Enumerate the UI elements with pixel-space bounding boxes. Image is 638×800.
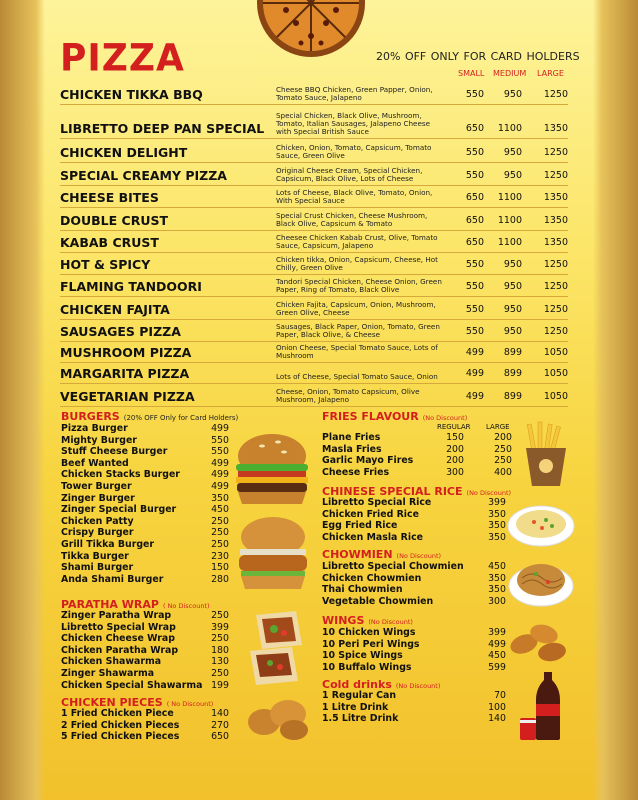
size-large-label: LARGE <box>537 69 564 78</box>
pizza-name: DOUBLE CRUST <box>60 213 169 228</box>
chowmien-name: Thai Chowmien <box>322 584 403 596</box>
pizza-price-large: 1350 <box>543 215 568 226</box>
fries-regular-label: REGULAR <box>437 423 471 431</box>
rice-price: 350 <box>488 531 506 543</box>
pizza-name: KABAB CRUST <box>60 235 159 250</box>
pizza-price-medium: 950 <box>503 89 522 100</box>
pizza-price-medium: 899 <box>503 391 522 402</box>
burger-name: Grill Tikka Burger <box>61 539 155 550</box>
paratha-name: Chicken Cheese Wrap <box>61 633 175 645</box>
drink-name: 1 Litre Drink <box>322 701 389 713</box>
pizza-row <box>60 385 568 407</box>
pizza-row <box>60 254 568 275</box>
rice-name: Chicken Fried Rice <box>322 508 419 520</box>
pizza-price-large: 1050 <box>543 391 568 402</box>
pizza-name: VEGETARIAN PIZZA <box>60 389 195 404</box>
chowmien-note: (No Discount) <box>396 552 442 560</box>
paratha-price: 250 <box>211 668 229 679</box>
chicken-piece-name: 2 Fried Chicken Pieces <box>61 719 180 731</box>
pizza-description: Original Cheese Cream, Special Chicken, Capsicum, Black Olive, Lots of Cheese <box>276 166 423 183</box>
pizza-price-medium: 1100 <box>497 215 522 226</box>
pizza-name: FLAMING TANDOORI <box>60 279 202 294</box>
pizza-price-large: 1250 <box>543 304 568 315</box>
menu-panel <box>56 0 586 800</box>
paratha-price: 250 <box>211 610 229 621</box>
fries-regular: 150 <box>446 432 464 443</box>
pizza-description: Chicken tikka, Onion, Capsicum, Cheese, Hot Chilly, Green Olive <box>276 255 438 272</box>
chowmien-name: Vegetable Chowmien <box>322 595 434 607</box>
burger-price: 450 <box>211 504 229 516</box>
chowmien-image <box>506 552 576 608</box>
pizza-name: CHICKEN DELIGHT <box>60 145 188 160</box>
paratha-name: Libretto Special Wrap <box>61 621 176 633</box>
pizza-name: CHICKEN FAJITA <box>60 302 170 317</box>
paratha-name: Chicken Shawarma <box>61 656 162 668</box>
pizza-row <box>60 232 568 253</box>
burger-price: 499 <box>211 423 229 434</box>
chicken-pieces-title: CHICKEN PIECES <box>61 696 163 709</box>
rice-name: Chicken Masla Rice <box>322 531 423 543</box>
chicken-piece-name: 1 Fried Chicken Piece <box>61 708 174 719</box>
burgers-note: (20% OFF Only for Card Holders) <box>123 414 239 422</box>
fries-regular: 200 <box>446 443 464 455</box>
fries-title: FRIES FLAVOUR <box>322 410 419 423</box>
pizza-description: Chicken Fajita, Capsicum, Onion, Mushroom, Green Olive, Cheese <box>276 300 436 317</box>
pizza-price-small: 650 <box>465 237 484 248</box>
pizza-price-small: 650 <box>465 123 484 134</box>
pizza-description: Sausages, Black Paper, Onion, Tomato, Green Paper, Black Olive, & Cheese <box>276 322 440 339</box>
chowmien-title: CHOWMIEN <box>322 548 393 561</box>
paratha-name: Chicken Paratha Wrap <box>61 644 179 656</box>
wings-price: 399 <box>488 627 506 638</box>
fries-image <box>520 420 572 490</box>
wings-price: 599 <box>488 661 506 673</box>
paratha-price: 250 <box>211 633 229 645</box>
pizza-price-small: 550 <box>465 304 484 315</box>
pizza-name: SAUSAGES PIZZA <box>60 324 181 339</box>
chicken-piece-price: 140 <box>211 708 229 719</box>
burgers-title: BURGERS <box>61 410 120 423</box>
fries-regular: 300 <box>446 466 464 478</box>
cola-image <box>516 670 576 742</box>
pizza-price-large: 1250 <box>543 259 568 270</box>
pizza-price-large: 1250 <box>543 147 568 158</box>
pizza-name: LIBRETTO DEEP PAN SPECIAL <box>60 121 265 136</box>
pizza-price-medium: 950 <box>503 326 522 337</box>
paratha-title: PARATHA WRAP <box>61 598 159 611</box>
wings-name: 10 Buffalo Wings <box>322 661 412 673</box>
pizza-price-large: 1250 <box>543 89 568 100</box>
burger-name: Mighty Burger <box>61 434 137 446</box>
chowmien-heading <box>322 548 441 561</box>
pizza-price-large: 1050 <box>543 368 568 379</box>
pizza-price-large: 1250 <box>543 326 568 337</box>
pizza-row <box>60 321 568 342</box>
chicken-piece-name: 5 Fried Chicken Pieces <box>61 731 180 743</box>
pizza-price-small: 499 <box>465 391 484 402</box>
fries-regular: 200 <box>446 455 464 467</box>
burger-price: 499 <box>211 469 229 481</box>
chowmien-name: Libretto Special Chowmien <box>322 561 464 572</box>
fries-large: 400 <box>494 466 512 478</box>
size-small-label: SMALL <box>458 69 485 78</box>
paratha-price: 199 <box>211 679 229 691</box>
chowmien-name: Chicken Chowmien <box>322 572 422 584</box>
pizza-row <box>60 187 568 208</box>
pizza-price-medium: 1100 <box>497 123 522 134</box>
fries-large: 250 <box>494 443 512 455</box>
fries-large: 200 <box>494 432 512 443</box>
chowmien-price: 450 <box>488 561 506 572</box>
burger-name: Crispy Burger <box>61 527 134 539</box>
burger-price: 250 <box>211 515 229 527</box>
wings-name: 10 Chicken Wings <box>322 627 416 638</box>
pizza-price-medium: 899 <box>503 368 522 379</box>
pizza-row <box>60 164 568 186</box>
pizza-description: Lots of Cheese, Black Olive, Tomato, Onion, With Special Sauce <box>276 188 433 205</box>
rice-price: 399 <box>488 497 506 508</box>
burgers-heading <box>61 410 238 423</box>
pizza-description: Onion Cheese, Special Tomato Sauce, Lots of Mushroom <box>276 343 438 360</box>
fries-name: Masla Fries <box>322 443 382 455</box>
pizza-price-large: 1350 <box>543 123 568 134</box>
chowmien-price: 350 <box>488 572 506 584</box>
burger-price: 230 <box>211 550 229 562</box>
pizza-row <box>60 298 568 320</box>
rice-title: CHINESE SPECIAL RICE <box>322 485 463 498</box>
drink-name: 1.5 Litre Drink <box>322 713 399 725</box>
fries-large: 250 <box>494 455 512 467</box>
pizza-price-medium: 950 <box>503 259 522 270</box>
burger-name: Chicken Patty <box>61 515 134 527</box>
drinks-title: Cold drinks <box>322 678 392 691</box>
paratha-name: Chicken Special Shawarma <box>61 679 203 691</box>
paratha-name: Zinger Paratha Wrap <box>61 610 172 621</box>
paratha-price: 180 <box>211 644 229 656</box>
fries-name: Cheese Fries <box>322 466 390 478</box>
rice-note: (No Discount) <box>466 489 512 497</box>
burger-price: 150 <box>211 562 229 574</box>
burger-price: 250 <box>211 539 229 550</box>
rice-price: 350 <box>488 520 506 532</box>
burger-name: Zinger Burger <box>61 492 135 504</box>
burger-name: Shami Burger <box>61 562 134 574</box>
pizza-name: MARGARITA PIZZA <box>60 366 190 381</box>
fried-rice-image <box>506 500 576 548</box>
drink-name: 1 Regular Can <box>322 690 397 701</box>
drink-price: 100 <box>488 701 506 713</box>
burger-name: Pizza Burger <box>61 423 128 434</box>
pizza-price-medium: 1100 <box>497 192 522 203</box>
pizza-price-large: 1050 <box>543 347 568 358</box>
paratha-price: 130 <box>211 656 229 668</box>
drinks-note: (No Discount) <box>395 682 441 690</box>
fries-name: Plane Fries <box>322 432 381 443</box>
pizza-row <box>60 209 568 231</box>
pizza-image <box>256 0 366 58</box>
pizza-price-small: 550 <box>465 147 484 158</box>
burger-name: Zinger Special Burger <box>61 504 177 516</box>
pizza-price-small: 499 <box>465 347 484 358</box>
pizza-description: Chicken, Onion, Tomato, Capsicum, Tomato Sauce, Green Olive <box>276 143 432 160</box>
pizza-price-large: 1250 <box>543 170 568 181</box>
pizza-price-small: 499 <box>465 368 484 379</box>
burger-name: Chicken Stacks Burger <box>61 469 180 481</box>
pizza-price-medium: 950 <box>503 304 522 315</box>
paratha-name: Zinger Shawarma <box>61 668 155 679</box>
fried-chicken-image <box>244 692 314 742</box>
rice-name: Libretto Special Rice <box>322 497 432 508</box>
pizza-row <box>60 276 568 297</box>
pizza-title: PIZZA <box>60 36 185 81</box>
pizza-price-small: 650 <box>465 215 484 226</box>
pizza-name: CHICKEN TIKKA BBQ <box>60 87 203 102</box>
pizza-name: MUSHROOM PIZZA <box>60 345 192 360</box>
size-medium-label: MEDIUM <box>493 69 527 78</box>
chicken-pieces-note: ( No Discount) <box>166 700 214 708</box>
wings-title: WINGS <box>322 614 365 627</box>
pizza-price-medium: 950 <box>503 147 522 158</box>
fries-note: (No Discount) <box>422 414 468 422</box>
fries-large-label: LARGE <box>486 423 510 431</box>
burger-price: 499 <box>211 481 229 492</box>
pizza-description: Cheesee Chicken Kabab Crust, Olive, Tomato Sauce, Capsicum, Jalapeno <box>276 233 438 250</box>
pizza-price-small: 550 <box>465 281 484 292</box>
rice-price: 350 <box>488 508 506 520</box>
chicken-piece-price: 270 <box>211 719 229 731</box>
burger-name: Tower Burger <box>61 481 132 492</box>
burger-price: 350 <box>211 492 229 504</box>
rice-name: Egg Fried Rice <box>322 520 398 532</box>
chicken-piece-price: 650 <box>211 731 229 743</box>
burger-price: 550 <box>211 446 229 458</box>
burger-name: Tikka Burger <box>61 550 129 562</box>
pizza-price-small: 550 <box>465 326 484 337</box>
pizza-price-large: 1350 <box>543 237 568 248</box>
fries-heading <box>322 410 467 423</box>
wings-price: 450 <box>488 650 506 662</box>
pizza-description: Cheese BBQ Chicken, Green Papper, Onion, Tomato Sauce, Jalapeno <box>276 85 433 102</box>
wings-heading <box>322 614 413 627</box>
paratha-price: 399 <box>211 621 229 633</box>
paratha-note: ( No Discount) <box>162 602 210 610</box>
wings-note: (No Discount) <box>368 618 413 626</box>
wings-price: 499 <box>488 638 506 650</box>
burger-name: Anda Shami Burger <box>61 573 164 585</box>
pizza-row <box>60 140 568 163</box>
pizza-name: HOT & SPICY <box>60 257 151 272</box>
pizza-row <box>60 80 568 105</box>
wings-name: 10 Peri Peri Wings <box>322 638 420 650</box>
pizza-name: CHEESE BITES <box>60 190 159 205</box>
pizza-price-small: 550 <box>465 259 484 270</box>
burger-image <box>232 428 312 508</box>
pizza-price-small: 650 <box>465 192 484 203</box>
pizza-row <box>60 343 568 363</box>
wings-name: 10 Spice Wings <box>322 650 403 662</box>
pizza-description: Special Crust Chicken, Cheese Mushroom, Black Olive, Capsicum & Tomato <box>276 211 428 228</box>
pizza-name: SPECIAL CREAMY PIZZA <box>60 168 227 183</box>
pizza-row <box>60 364 568 384</box>
zinger-burger-image <box>236 515 310 595</box>
drink-price: 70 <box>494 690 506 701</box>
pizza-offer: 20% OFF ONLY FOR CARD HOLDERS <box>376 50 580 63</box>
wings-image <box>508 616 574 666</box>
burger-price: 280 <box>211 573 229 585</box>
pizza-price-medium: 899 <box>503 347 522 358</box>
pizza-row <box>60 108 568 139</box>
pizza-price-large: 1250 <box>543 281 568 292</box>
burger-price: 550 <box>211 434 229 446</box>
drink-price: 140 <box>488 713 506 725</box>
pizza-description: Cheese, Onion, Tomato Capsicum, Olive Mushroom, Jalapeno <box>276 387 420 404</box>
pizza-price-medium: 950 <box>503 170 522 181</box>
burger-price: 499 <box>211 457 229 469</box>
pizza-price-small: 550 <box>465 89 484 100</box>
pizza-description: Tandori Special Chicken, Cheese Onion, Green Paper, Ring of Tomato, Black Olive <box>276 277 442 294</box>
chowmien-price: 350 <box>488 584 506 596</box>
wrap-image <box>236 605 316 689</box>
burger-name: Stuff Cheese Burger <box>61 446 168 458</box>
pizza-description: Lots of Cheese, Special Tomato Sauce, Onion <box>276 372 438 381</box>
burger-name: Beef Wanted <box>61 457 129 469</box>
burger-price: 250 <box>211 527 229 539</box>
pizza-price-large: 1350 <box>543 192 568 203</box>
fries-name: Garlic Mayo Fires <box>322 455 414 467</box>
pizza-price-medium: 950 <box>503 281 522 292</box>
pizza-price-medium: 1100 <box>497 237 522 248</box>
pizza-description: Special Chicken, Black Olive, Mushroom, Tomato, Italian Sausages, Jalapeno Cheese with Special British Sauce <box>276 111 431 136</box>
pizza-price-small: 550 <box>465 170 484 181</box>
chowmien-price: 300 <box>488 595 506 607</box>
